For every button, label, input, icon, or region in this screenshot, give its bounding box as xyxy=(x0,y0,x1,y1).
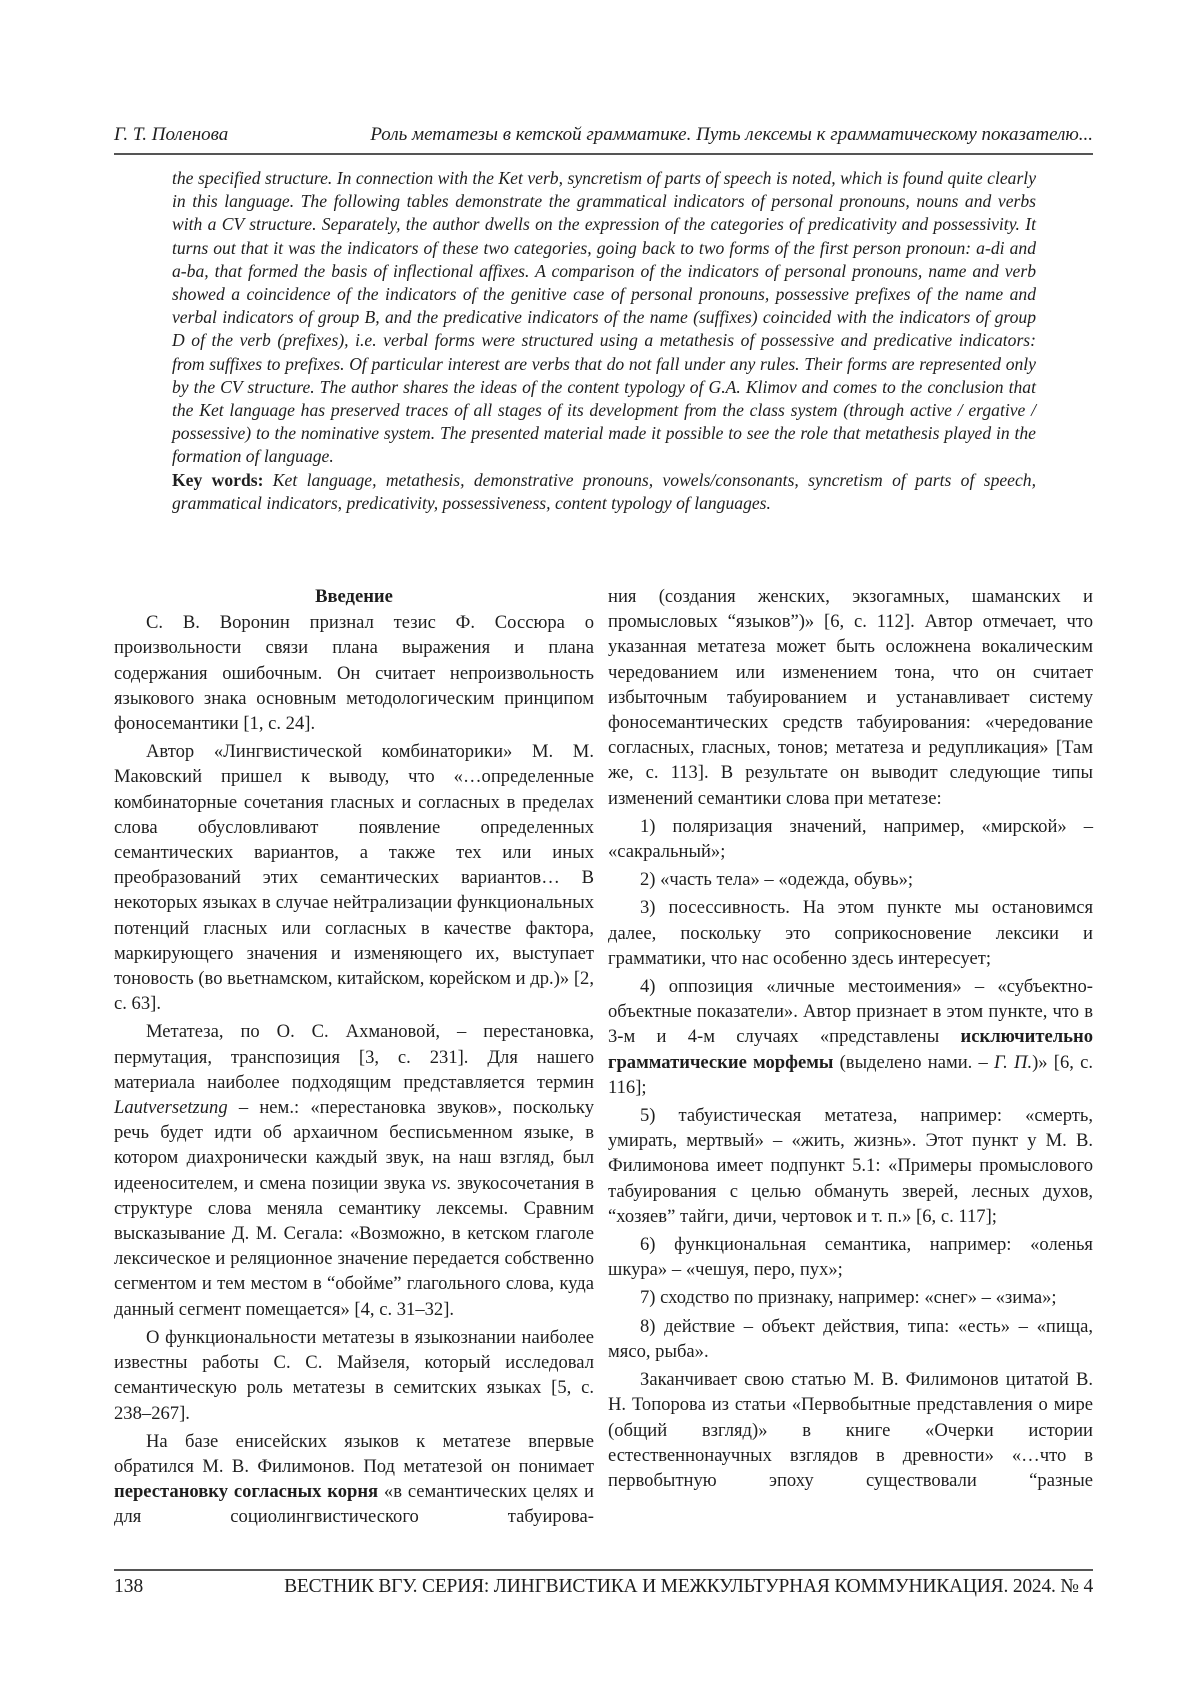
abstract xyxy=(172,167,1036,515)
bold-term: перестановку согласных корня xyxy=(114,1481,378,1502)
paragraph xyxy=(114,1429,594,1530)
right-column xyxy=(608,584,1093,1496)
paragraph: Заканчивает свою статью М. В. Филимонов цитатой В. Н. Топорова из статьи «Первобытные представления о мире (общий взгляд)» в книге «Очерки истории естественнонаучных взглядов в древности» «…что в первобытную эпоху существовали “разные xyxy=(608,1367,1093,1493)
list-item xyxy=(608,974,1093,1100)
italic-term: vs. xyxy=(431,1173,451,1194)
running-footer xyxy=(114,1574,1093,1600)
keywords xyxy=(172,469,1036,515)
paragraph: ния (создания женских, экзогамных, шаманских и промысловых “языков”)» [6, с. 112]. Автор отмечает, что указанная метатеза может быть осложнена вокалическим чередованием или изменением тона, что он считает избыточным табуированием и устанавливает систему фоносемантических средств табуирования: «чередование согласных, гласных, тонов; метатеза и редупликация» [Там же, с. 113]. В результате он выводит следующие типы изменений семантики слова при метатезе: xyxy=(608,584,1093,811)
bold-term: исключительно грамматические морфемы xyxy=(608,1026,1093,1072)
text: – нем.: «перестановка звуков», поскольку речь будет идти об архаичном бесписьменном языке, в котором диахронически каждый звук, на наш взгляд, был идееносителем, и смена позиции звука xyxy=(114,1097,594,1194)
list-item: 6) функциональная семантика, например: «оленья шкура» – «чешуя, перо, пух»; xyxy=(608,1232,1093,1282)
header-title: Роль метатезы в кетской грамматике. Путь лексемы к грамматическому показателю... xyxy=(310,122,1093,148)
keywords-label: Key words: xyxy=(172,470,263,490)
text: )» [6, с. 116]; xyxy=(608,1052,1093,1098)
italic-initials: Г. П. xyxy=(994,1052,1032,1073)
text: 4) оппозиция «личные местоимения» – «субъектно-объектные показатели». Автор признает в этом пункте, что в 3-м и 4-м случаях «представлены xyxy=(608,976,1093,1047)
paragraph: С. В. Воронин признал тезис Ф. Соссюра о произвольности связи плана выражения и плана содержания ошибочным. Он считает непроизвольность языкового знака основным методологическим принципом фоносемантики [1, с. 24]. xyxy=(114,610,594,736)
list-item: 1) поляризация значений, например, «мирской» – «сакральный»; xyxy=(608,814,1093,864)
running-header xyxy=(114,122,1093,148)
list-item: 2) «часть тела» – «одежда, обувь»; xyxy=(608,867,1093,892)
abstract-text: the specified structure. In connection with the Ket verb, syncretism of parts of speech is noted, which is found quite clearly in this language. The following tables demonstrate the grammatical indicators of personal pronouns, nouns and verbs with a CV structure. Separately, the author dwells on the expression of the categories of predicativity and possessivity. It turns out that it was the indicators of these two categories, going back to two forms of the first person pronoun: a-di and a-ba, that formed the basis of inflectional affixes. A comparison of the indicators of personal pronouns, name and verb showed a coincidence of the indicators of the genitive case of personal pronouns, possessive prefixes of the name and verbal indicators of group B, and the predicative indicators of the name (suffixes) coincided with the indicators of group D of the verb (prefixes), i.e. verbal forms were structured using a metathesis of possessive and predicative indicators: from suffixes to prefixes. Of particular interest are verbs that do not fall under any rules. Their forms are represented only by the CV structure. The author shares the ideas of the content typology of G.A. Klimov and comes to the conclusion that the Ket language has preserved traces of all stages of its development from the class system (through active / ergative / possessive) to the nominative system. The presented material made it possible to see the role that metathesis played in the formation of language. xyxy=(172,167,1036,469)
text: (выделено нами. – xyxy=(833,1052,994,1073)
italic-term: Lautversetzung xyxy=(114,1097,228,1118)
left-column xyxy=(114,584,594,1533)
list-item: 7) сходство по признаку, например: «снег» – «зима»; xyxy=(608,1285,1093,1310)
paragraph: Автор «Лингвистической комбинаторики» М. М. Маковский пришел к выводу, что «…определенные комбинаторные сочетания гласных и согласных в пределах слова обусловливают появление определенных семантических вариантов, а также тех или иных преобразований этих семантических вариантов… В некоторых языках в случае нейтрализации функциональных потенций гласных или согласных в качестве фактора, маркирующего значения и изменяющего их, выступает тоновость (во вьетнамском, китайском, корейском и др.)» [2, с. 63]. xyxy=(114,739,594,1016)
keywords-list: Ket language, metathesis, demonstrative pronouns, vowels/consonants, syncretism of parts of speech, grammatical indicators, predicativity, possessiveness, content typology of languages. xyxy=(172,470,1036,513)
paragraph xyxy=(114,1019,594,1321)
list-item: 3) посессивность. На этом пункте мы остановимся далее, поскольку это соприкосновение лексики и грамматики, что нас особенно здесь интересует; xyxy=(608,895,1093,971)
text: звукосочетания в структуре слова меняла семантику лексемы. Сравним высказывание Д. М. Сегала: «Возможно, в кетском глаголе лексическое и реляционное значение передается собственно сегментом и тем местом в “обойме” глагольного слова, куда данный сегмент помещается» [4, с. 31–32]. xyxy=(114,1173,594,1320)
journal-title: ВЕСТНИК ВГУ. СЕРИЯ: ЛИНГВИСТИКА И МЕЖКУЛЬТУРНАЯ КОММУНИКАЦИЯ. 2024. № 4 xyxy=(284,1574,1093,1600)
header-author: Г. Т. Поленова xyxy=(114,122,310,148)
footer-rule xyxy=(114,1569,1093,1571)
header-rule xyxy=(114,153,1093,155)
paragraph: О функциональности метатезы в языкознании наиболее известны работы С. С. Майзеля, который исследовал семантическую роль метатезы в семитских языках [5, с. 238–267]. xyxy=(114,1325,594,1426)
list-item: 5) табуистическая метатеза, например: «смерть, умирать, мертвый» – «жить, жизнь». Этот пункт у М. В. Филимонова имеет подпункт 5.1: «Примеры промыслового табуирования с целью обмануть зверей, лесных духов, “хозяев” тайги, дичи, чертовок и т. п.» [6, с. 117]; xyxy=(608,1103,1093,1229)
section-heading: Введение xyxy=(114,584,594,609)
text: «в семантических целях и для социолингвистического табуирова- xyxy=(114,1481,594,1527)
list-item: 8) действие – объект действия, типа: «есть» – «пища, мясо, рыба». xyxy=(608,1314,1093,1364)
text: На базе енисейских языков к метатезе впервые обратился М. В. Филимонов. Под метатезой он понимает xyxy=(114,1431,594,1477)
page-number: 138 xyxy=(114,1574,143,1600)
text: Метатеза, по О. С. Ахмановой, – перестановка, пермутация, транспозиция [3, с. 231]. Для нашего материала наиболее подходящим представляется термин xyxy=(114,1021,594,1092)
